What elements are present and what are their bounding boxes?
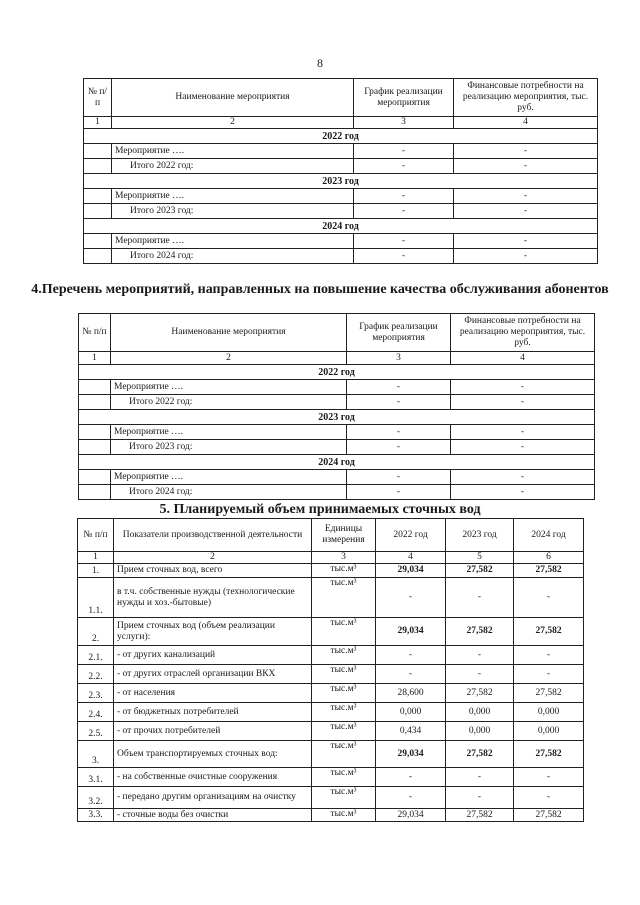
table-row — [78, 578, 584, 618]
value-2022: 0,000 — [376, 703, 446, 722]
table-header-row — [78, 519, 584, 552]
unit-cell: тыс.м³ — [312, 618, 376, 646]
value-2022: - — [376, 768, 446, 787]
indicator-name: - от прочих потребителей — [114, 722, 312, 741]
finance-cell: - — [451, 440, 595, 455]
total-row — [79, 440, 595, 455]
indicator-name: - на собственные очистные сооружения — [114, 768, 312, 787]
value-2023: 0,000 — [446, 703, 514, 722]
value-2024: - — [514, 787, 584, 809]
schedule-cell: - — [347, 470, 451, 485]
colnum: 1 — [84, 117, 112, 129]
col-2022-header: 2022 год — [376, 519, 446, 552]
indicator-name: - передано другим организациям на очистку — [114, 787, 312, 809]
unit-cell: тыс.м³ — [312, 578, 376, 618]
unit-cell: тыс.м³ — [312, 564, 376, 578]
value-2024: 27,582 — [514, 684, 584, 703]
year-label: 2023 год — [84, 174, 598, 189]
measures-table-1 — [83, 78, 598, 264]
finance-cell: - — [451, 485, 595, 500]
value-2024: - — [514, 578, 584, 618]
total-label: Итого 2024 год: — [111, 485, 347, 500]
table-header-row — [84, 79, 598, 117]
value-2022: - — [376, 665, 446, 684]
schedule-cell: - — [354, 189, 454, 204]
measure-row — [84, 189, 598, 204]
measure-row — [84, 234, 598, 249]
unit-cell: тыс.м³ — [312, 684, 376, 703]
colnum: 6 — [514, 552, 584, 564]
colnum: 2 — [111, 352, 347, 365]
table-row — [78, 646, 584, 665]
indicator-name: в т.ч. собственные нужды (технологические нужды и хоз.-бытовые) — [114, 578, 312, 618]
col-schedule-header: График реализации мероприятия — [347, 314, 451, 352]
finance-cell: - — [454, 204, 598, 219]
finance-cell: - — [454, 189, 598, 204]
measure-name: Мероприятие …. — [111, 425, 347, 440]
row-number: 2. — [78, 618, 114, 646]
indicator-name: - сточные воды без очистки — [114, 809, 312, 822]
schedule-cell: - — [354, 204, 454, 219]
unit-cell: тыс.м³ — [312, 703, 376, 722]
unit-cell: тыс.м³ — [312, 787, 376, 809]
col-num-header: № п/п — [78, 519, 114, 552]
section-4-title: 4.Перечень мероприятий, направленных на повышение качества обслуживания абонентов — [31, 282, 609, 297]
col-unit-header: Единицы измерения — [312, 519, 376, 552]
row-number: 3.3. — [78, 809, 114, 822]
indicator-name: Прием сточных вод, всего — [114, 564, 312, 578]
indicator-name: Объем транспортируемых сточных вод: — [114, 741, 312, 768]
value-2024: 0,000 — [514, 722, 584, 741]
year-label: 2024 год — [84, 219, 598, 234]
value-2022: - — [376, 578, 446, 618]
colnum: 2 — [112, 117, 354, 129]
total-row — [79, 395, 595, 410]
col-num-header: № п/п — [79, 314, 111, 352]
unit-cell: тыс.м³ — [312, 809, 376, 822]
value-2023: 27,582 — [446, 564, 514, 578]
section-5-title: 5. Планируемый объем принимаемых сточных вод — [159, 502, 481, 517]
row-number: 2.5. — [78, 722, 114, 741]
value-2024: 0,000 — [514, 703, 584, 722]
value-2023: 27,582 — [446, 684, 514, 703]
total-label: Итого 2023 год: — [112, 204, 354, 219]
colnum: 3 — [312, 552, 376, 564]
schedule-cell: - — [347, 395, 451, 410]
total-row — [84, 204, 598, 219]
year-label: 2023 год — [79, 410, 595, 425]
total-row — [84, 159, 598, 174]
column-numbers-row — [84, 117, 598, 129]
row-number: 3.1. — [78, 768, 114, 787]
year-row — [84, 219, 598, 234]
col-num-header: № п/п — [84, 79, 112, 117]
table-row — [78, 741, 584, 768]
value-2022: 28,600 — [376, 684, 446, 703]
row-number: 2.3. — [78, 684, 114, 703]
finance-cell: - — [454, 234, 598, 249]
schedule-cell: - — [354, 234, 454, 249]
total-row — [84, 249, 598, 264]
colnum: 4 — [451, 352, 595, 365]
measure-row — [79, 470, 595, 485]
table-row — [78, 703, 584, 722]
schedule-cell: - — [347, 440, 451, 455]
finance-cell: - — [454, 144, 598, 159]
value-2024: 27,582 — [514, 564, 584, 578]
value-2023: - — [446, 665, 514, 684]
value-2024: 27,582 — [514, 618, 584, 646]
value-2023: 27,582 — [446, 741, 514, 768]
colnum: 3 — [354, 117, 454, 129]
table-body — [78, 564, 584, 822]
schedule-cell: - — [354, 144, 454, 159]
value-2024: - — [514, 768, 584, 787]
row-number: 3. — [78, 741, 114, 768]
year-row — [84, 174, 598, 189]
value-2022: 29,034 — [376, 564, 446, 578]
colnum: 1 — [78, 552, 114, 564]
value-2022: 29,034 — [376, 809, 446, 822]
measure-row — [79, 380, 595, 395]
finance-cell: - — [451, 380, 595, 395]
measure-row — [84, 144, 598, 159]
measure-name: Мероприятие …. — [111, 470, 347, 485]
value-2023: - — [446, 578, 514, 618]
col-indicator-header: Показатели производственной деятельности — [114, 519, 312, 552]
indicator-name: - от других канализаций — [114, 646, 312, 665]
table-header-row — [79, 314, 595, 352]
indicator-name: - от других отраслей организации ВКХ — [114, 665, 312, 684]
year-row — [79, 455, 595, 470]
year-label: 2022 год — [79, 365, 595, 380]
wastewater-volume-table — [77, 518, 584, 822]
value-2023: 27,582 — [446, 809, 514, 822]
col-schedule-header: График реализации мероприятия — [354, 79, 454, 117]
table-row — [78, 665, 584, 684]
unit-cell: тыс.м³ — [312, 768, 376, 787]
row-number: 2.2. — [78, 665, 114, 684]
total-label: Итого 2024 год: — [112, 249, 354, 264]
indicator-name: Прием сточных вод (объем реализации услуги): — [114, 618, 312, 646]
table-row — [78, 564, 584, 578]
col-2023-header: 2023 год — [446, 519, 514, 552]
table-row — [78, 684, 584, 703]
total-label: Итого 2022 год: — [112, 159, 354, 174]
colnum: 4 — [454, 117, 598, 129]
value-2024: - — [514, 646, 584, 665]
measure-name: Мероприятие …. — [112, 144, 354, 159]
colnum: 5 — [446, 552, 514, 564]
value-2024: - — [514, 665, 584, 684]
total-row — [79, 485, 595, 500]
row-number: 3.2. — [78, 787, 114, 809]
year-row — [84, 129, 598, 144]
value-2023: - — [446, 787, 514, 809]
table-row — [78, 722, 584, 741]
finance-cell: - — [454, 249, 598, 264]
row-number: 1.1. — [78, 578, 114, 618]
year-label: 2022 год — [84, 129, 598, 144]
year-row — [79, 365, 595, 380]
finance-cell: - — [451, 470, 595, 485]
unit-cell: тыс.м³ — [312, 741, 376, 768]
total-label: Итого 2023 год: — [111, 440, 347, 455]
col-finance-header: Финансовые потребности на реализацию мероприятия, тыс. руб. — [451, 314, 595, 352]
colnum: 4 — [376, 552, 446, 564]
measures-table-2 — [78, 313, 595, 500]
value-2022: 29,034 — [376, 618, 446, 646]
measure-name: Мероприятие …. — [111, 380, 347, 395]
measure-row — [79, 425, 595, 440]
measure-name: Мероприятие …. — [112, 234, 354, 249]
row-number: 1. — [78, 564, 114, 578]
year-row — [79, 410, 595, 425]
finance-cell: - — [451, 425, 595, 440]
value-2022: 29,034 — [376, 741, 446, 768]
colnum: 3 — [347, 352, 451, 365]
table-row — [78, 768, 584, 787]
value-2023: - — [446, 646, 514, 665]
col-name-header: Наименование мероприятия — [112, 79, 354, 117]
measure-name: Мероприятие …. — [112, 189, 354, 204]
row-number: 2.4. — [78, 703, 114, 722]
column-numbers-row — [78, 552, 584, 564]
unit-cell: тыс.м³ — [312, 722, 376, 741]
schedule-cell: - — [347, 425, 451, 440]
unit-cell: тыс.м³ — [312, 646, 376, 665]
value-2022: - — [376, 646, 446, 665]
schedule-cell: - — [354, 249, 454, 264]
col-2024-header: 2024 год — [514, 519, 584, 552]
value-2023: 27,582 — [446, 618, 514, 646]
table-row — [78, 787, 584, 809]
schedule-cell: - — [347, 485, 451, 500]
year-label: 2024 год — [79, 455, 595, 470]
schedule-cell: - — [354, 159, 454, 174]
finance-cell: - — [454, 159, 598, 174]
indicator-name: - от бюджетных потребителей — [114, 703, 312, 722]
value-2022: 0,434 — [376, 722, 446, 741]
col-finance-header: Финансовые потребности на реализацию мероприятия, тыс. руб. — [454, 79, 598, 117]
table-row — [78, 809, 584, 822]
value-2022: - — [376, 787, 446, 809]
indicator-name: - от населения — [114, 684, 312, 703]
value-2024: 27,582 — [514, 741, 584, 768]
value-2023: 0,000 — [446, 722, 514, 741]
column-numbers-row — [79, 352, 595, 365]
value-2023: - — [446, 768, 514, 787]
row-number: 2.1. — [78, 646, 114, 665]
col-name-header: Наименование мероприятия — [111, 314, 347, 352]
finance-cell: - — [451, 395, 595, 410]
value-2024: 27,582 — [514, 809, 584, 822]
unit-cell: тыс.м³ — [312, 665, 376, 684]
colnum: 1 — [79, 352, 111, 365]
total-label: Итого 2022 год: — [111, 395, 347, 410]
page-number: 8 — [317, 56, 323, 70]
schedule-cell: - — [347, 380, 451, 395]
table-row — [78, 618, 584, 646]
colnum: 2 — [114, 552, 312, 564]
